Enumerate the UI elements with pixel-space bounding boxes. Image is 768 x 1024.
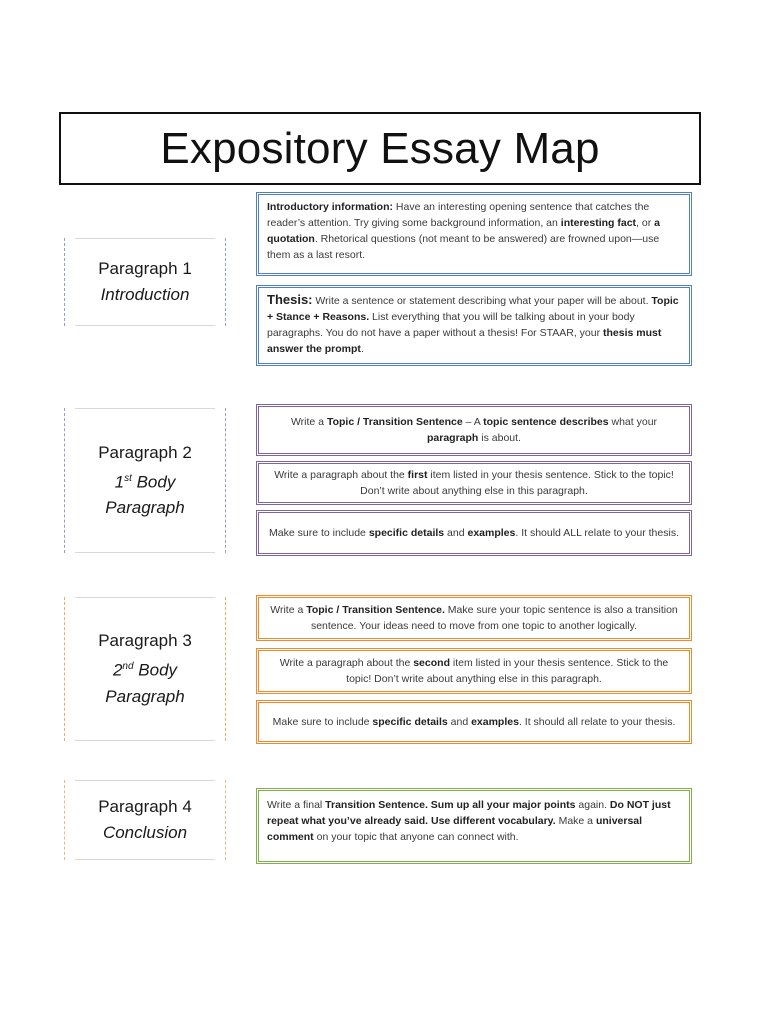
text: Body: [133, 660, 178, 680]
body1-paragraph-box: [256, 461, 692, 505]
text: and: [444, 527, 468, 539]
label-subtitle-2: Paragraph: [105, 498, 185, 518]
bold-text: a quotation: [267, 217, 660, 245]
label-title: Paragraph 4: [98, 797, 192, 816]
page-title: Expository Essay Map: [160, 123, 600, 173]
text: again.: [575, 799, 610, 811]
bold-text: specific details: [372, 716, 448, 728]
label-paragraph-2: [64, 408, 226, 553]
bold-text: paragraph: [427, 432, 479, 444]
bold-text: Topic / Transition Sentence: [326, 416, 463, 428]
ordinal: 1: [114, 472, 125, 492]
text: Body: [131, 472, 176, 492]
ordinal: 2: [112, 660, 123, 680]
bold-text: Topic + Stance + Reasons.: [267, 295, 679, 323]
text: . It should all relate to your thesis.: [518, 716, 676, 728]
box-text: [273, 714, 676, 730]
box-text: [267, 467, 681, 499]
text: Make sure to include: [272, 716, 373, 728]
label-paragraph-1: [64, 238, 226, 326]
bold-text: thesis must answer the prompt: [267, 327, 662, 355]
text: List everything that you will be talking about in your body paragraphs. You do not have a paper without a thesis! For STAAR, your: [267, 311, 635, 339]
bold-text: specific details: [368, 527, 445, 539]
label-subtitle: [115, 466, 176, 496]
text: item listed in your thesis sentence. Stick to the topic! Don’t write about anything else in this paragraph.: [360, 469, 674, 497]
bold-text: universal comment: [267, 815, 643, 843]
text: . It should ALL relate to your thesis.: [515, 527, 679, 539]
body2-topic-box: [256, 595, 692, 641]
bold-text: second: [413, 657, 450, 669]
bold-text: Do NOT just repeat what you’ve already said. Use different vocabulary.: [267, 799, 671, 827]
label-paragraph-4: [64, 780, 226, 860]
label-title: Paragraph 2: [98, 442, 192, 462]
bold-text: Introductory information:: [267, 201, 393, 213]
label-subtitle-2: Paragraph: [105, 686, 185, 706]
text: Write a final: [267, 799, 326, 811]
bold-text: topic sentence describes: [483, 416, 609, 428]
label-title: Paragraph 3: [98, 631, 192, 651]
text: Make sure to include: [269, 527, 369, 539]
label-subtitle: [113, 654, 177, 684]
box-text: [267, 655, 681, 687]
bold-text: Topic / Transition Sentence.: [306, 604, 445, 616]
text: Write a paragraph about the: [274, 469, 408, 481]
box-text: [267, 602, 681, 634]
body1-topic-box: [256, 404, 692, 456]
conclusion-box: [256, 788, 692, 864]
label-subtitle: Conclusion: [102, 823, 188, 842]
box-text: [267, 414, 681, 446]
intro-info-box: [256, 192, 692, 276]
bold-text: examples: [467, 527, 516, 539]
bold-text: interesting fact: [560, 217, 637, 229]
text: Have an interesting opening sentence that catches the reader’s attention. Try giving some background information, an: [267, 201, 650, 229]
title-box: [59, 112, 701, 185]
text: Write a: [290, 416, 327, 428]
text: on your topic that anyone can connect with.: [313, 831, 519, 843]
ordinal-suffix: st: [124, 472, 132, 484]
text: Make a: [555, 815, 596, 827]
body2-paragraph-box: [256, 648, 692, 694]
thesis-heading: Thesis:: [267, 292, 313, 307]
text: , or: [636, 217, 655, 229]
text: what your: [608, 416, 658, 428]
ordinal-suffix: nd: [122, 661, 134, 673]
text: Make sure your topic sentence is also a transition sentence. Your ideas need to move from one topic to another logically.: [310, 604, 678, 632]
text: Write a paragraph about the: [279, 657, 414, 669]
bold-text: examples: [471, 716, 519, 728]
body1-details-box: [256, 510, 692, 556]
bold-text: first: [407, 469, 428, 481]
thesis-box: [256, 285, 692, 366]
text: item listed in your thesis sentence. Stick to the topic! Don’t write about anything else in this paragraph.: [346, 657, 669, 685]
label-subtitle: Introduction: [100, 285, 190, 304]
text: Write a: [270, 604, 307, 616]
box-text: [269, 525, 679, 541]
label-title: Paragraph 1: [98, 259, 192, 278]
text: is about.: [478, 432, 521, 444]
text: and: [447, 716, 472, 728]
text: .: [360, 343, 364, 355]
bold-text: Transition Sentence. Sum up all your major points: [325, 799, 576, 811]
label-paragraph-3: [64, 597, 226, 741]
text: – A: [462, 416, 484, 428]
text: Write a sentence or statement describing what your paper will be about.: [312, 295, 652, 307]
body2-details-box: [256, 700, 692, 744]
text: . Rhetorical questions (not meant to be answered) are frowned upon—use them as a last resort.: [267, 233, 660, 261]
